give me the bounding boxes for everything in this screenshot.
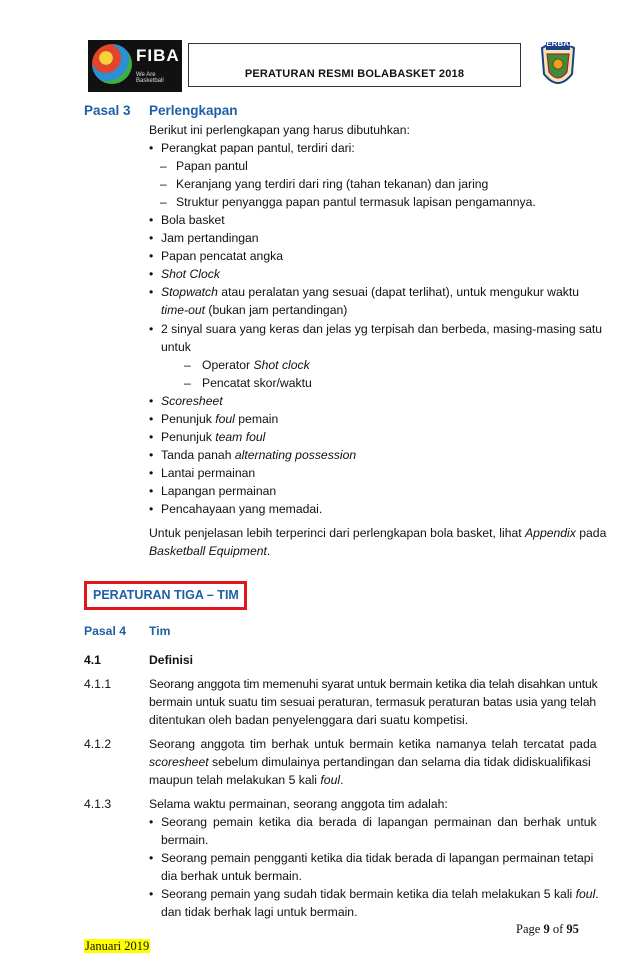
sub-list-item: Pencatat skor/waktu <box>202 376 312 390</box>
clause-number: 4.1.2 <box>84 737 112 751</box>
dash-icon: – <box>160 195 167 209</box>
clause-number: 4.1.3 <box>84 797 112 811</box>
dash-icon: – <box>160 177 167 191</box>
list-item-continuation: dan tidak berhak lagi untuk bermain. <box>161 905 358 919</box>
basketball-globe-icon <box>92 44 132 84</box>
bullet-icon: • <box>149 484 154 498</box>
bullet-icon: • <box>149 815 154 829</box>
list-item: Pencahayaan yang memadai. <box>161 502 323 516</box>
list-item: Shot Clock <box>161 267 220 281</box>
dash-icon: – <box>184 376 191 390</box>
clause-text: Seorang anggota tim memenuhi syarat untuk bermain ketika dia telah disahkan untuk <box>149 677 598 691</box>
clause-text: maupun telah melakukan 5 kali foul. <box>149 773 344 787</box>
list-item: Perangkat papan pantul, terdiri dari: <box>161 141 355 155</box>
clause-text: Seorang anggota tim berhak untuk bermain ketika namanya telah tercatat pada <box>149 737 597 751</box>
bullet-icon: • <box>149 285 154 299</box>
bullet-icon: • <box>149 394 154 408</box>
bullet-icon: • <box>149 213 154 227</box>
list-item: Tanda panah alternating possession <box>161 448 357 462</box>
pasal-3-number: Pasal 3 <box>84 103 131 118</box>
list-item-continuation: untuk <box>161 340 191 354</box>
sub-list-item: Papan pantul <box>176 159 248 173</box>
pasal-4-title: Tim <box>149 624 171 638</box>
section-heading-box <box>84 581 247 610</box>
list-item: 2 sinyal suara yang keras dan jelas yg terpisah dan berbeda, masing-masing satu <box>161 322 603 336</box>
list-item: Jam pertandingan <box>161 231 259 245</box>
header-title-box <box>188 43 521 87</box>
bullet-icon: • <box>149 502 154 516</box>
clause-text: ditentukan oleh badan penyelenggara dari suatu kompetisi. <box>149 713 469 727</box>
list-item: Penunjuk foul pemain <box>161 412 279 426</box>
list-item-continuation: bermain. <box>161 833 209 847</box>
list-item: Papan pencatat angka <box>161 249 283 263</box>
list-item: Lapangan permainan <box>161 484 277 498</box>
dash-icon: – <box>184 358 191 372</box>
clause-text: bermain untuk suatu tim sesuai peraturan, termasuk peraturan batas usia yang telah <box>149 695 597 709</box>
sub-list-item: Struktur penyangga papan pantul termasuk lapisan pengamannya. <box>176 195 536 209</box>
clause-number: 4.1 <box>84 653 101 667</box>
pasal-4-number: Pasal 4 <box>84 624 127 638</box>
bullet-icon: • <box>149 412 154 426</box>
clause-text: scoresheet sebelum dimulainya pertandingan dan selama dia tidak didiskualifikasi <box>149 755 591 769</box>
bullet-icon: • <box>149 430 154 444</box>
list-item: Stopwatch atau peralatan yang sesuai (dapat terlihat), untuk mengukur waktu <box>161 285 580 299</box>
fiba-logo-text: FIBA <box>136 46 180 65</box>
list-item-continuation: dia berhak untuk bermain. <box>161 869 302 883</box>
list-item: Scoresheet <box>161 394 223 408</box>
pasal-3-title: Perlengkapan <box>149 103 238 118</box>
clause-number: 4.1.1 <box>84 677 112 691</box>
bullet-icon: • <box>149 851 154 865</box>
bullet-icon: • <box>149 322 154 336</box>
clause-text: Selama waktu permainan, seorang anggota tim adalah: <box>149 797 448 811</box>
list-item: Seorang pemain pengganti ketika dia tidak berada di lapangan permainan tetapi <box>161 851 594 865</box>
bullet-icon: • <box>149 231 154 245</box>
perbasi-text: PERBASI <box>541 39 577 48</box>
list-item-continuation: time-out (bukan jam pertandingan) <box>161 303 348 317</box>
fiba-logo <box>88 40 182 92</box>
section-heading: PERATURAN TIGA – TIM <box>93 588 239 602</box>
list-item: Seorang pemain ketika dia berada di lapangan permainan dan berhak untuk <box>161 815 597 829</box>
document-title: PERATURAN RESMI BOLABASKET 2018 <box>244 68 465 80</box>
closing-paragraph-line2: Basketball Equipment. <box>149 544 271 558</box>
list-item: Penunjuk team foul <box>161 430 266 444</box>
list-item: Lantai permainan <box>161 466 256 480</box>
page-number: Page 9 of 95 <box>516 922 579 936</box>
list-item: Bola basket <box>161 213 225 227</box>
perbasi-emblem <box>538 38 578 92</box>
bullet-icon: • <box>149 448 154 462</box>
footer-date: Januari 2019 <box>85 939 150 953</box>
bullet-icon: • <box>149 466 154 480</box>
dash-icon: – <box>160 159 167 173</box>
closing-paragraph: Untuk penjelasan lebih terperinci dari perlengkapan bola basket, lihat Appendix pada <box>149 526 607 540</box>
bullet-icon: • <box>149 141 154 155</box>
sub-list-item: Operator Shot clock <box>202 358 310 372</box>
clause-title: Definisi <box>149 653 194 667</box>
bullet-icon: • <box>149 267 154 281</box>
fiba-tagline: We Are Basketball <box>136 72 164 84</box>
bullet-icon: • <box>149 249 154 263</box>
sub-list-item: Keranjang yang terdiri dari ring (tahan tekanan) dan jaring <box>176 177 489 191</box>
bullet-icon: • <box>149 887 154 901</box>
pasal-3-intro: Berikut ini perlengkapan yang harus dibutuhkan: <box>149 123 410 137</box>
list-item: Seorang pemain yang sudah tidak bermain ketika dia telah melakukan 5 kali foul. <box>161 887 599 901</box>
